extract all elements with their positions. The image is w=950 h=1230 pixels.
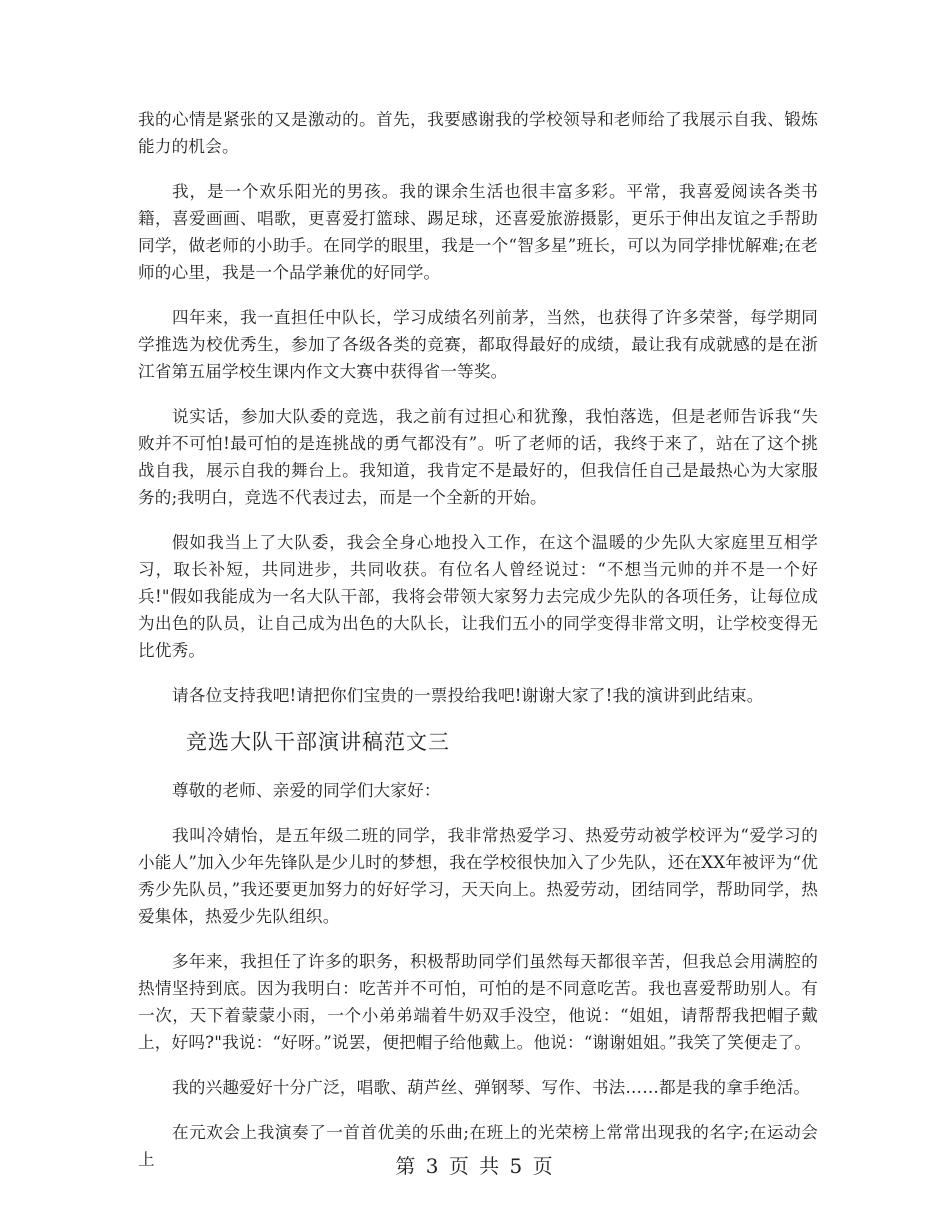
paragraph: 假如我当上了大队委，我会全身心地投入工作，在这个温暖的少先队大家庭里互相学习，取长补短，共同进步，共同收获。有位名人曾经说过：“不想当元帅的并不是一个好兵!"假如我能成为一名大队干部，我将会带领大家努力去完成少先队的各项任务，让每位成为出色的队员，让自己成为出色的大队长，让我们五小的同学变得非常文明，让学校变得无比优秀。 (138, 533, 818, 660)
paragraph: 我叫冷婧怡，是五年级二班的同学，我非常热爱学习、热爱劳动被学校评为“爱学习的小能人”加入少年先锋队是少儿时的梦想，我在学校很快加入了少先队，还在XX年被评为“优秀少先队员，”我还要更加努力的好好学习，天天向上。热爱劳动，团结同学，帮助同学，热爱集体，热爱少先队组织。 (138, 826, 818, 926)
paragraph: 我，是一个欢乐阳光的男孩。我的课余生活也很丰富多彩。平常，我喜爱阅读各类书籍，喜爱画画、唱歌，更喜爱打篮球、踢足球，还喜爱旅游摄影，更乐于伸出友谊之手帮助同学，做老师的小助手。在同学的眼里，我是一个“智多星”班长，可以为同学排忧解难;在老师的心里，我是一个品学兼优的好同学。 (138, 182, 818, 282)
page-number-footer: 第 3 页 共 5 页 (395, 1154, 555, 1178)
section-title: 竞选大队干部演讲稿范文三 (186, 730, 450, 754)
paragraph: 我的兴趣爱好十分广泛，唱歌、葫芦丝、弹钢琴、写作、书法……都是我的拿手绝活。 (172, 1078, 811, 1097)
paragraph: 多年来，我担任了许多的职务，积极帮助同学们虽然每天都很辛苦，但我总会用满腔的热情坚持到底。因为我明白：吃苦并不可怕，可怕的是不同意吃苦。我也喜爱帮助别人。有一次，天下着蒙蒙小雨，一个小弟弟端着牛奶双手没空，他说：“姐姐，请帮帮我把帽子戴上，好吗?"我说：“好呀。”说罢，便把帽子给他戴上。他说：“谢谢姐姐。”我笑了笑便走了。 (138, 952, 818, 1052)
paragraph: 请各位支持我吧!请把你们宝贵的一票投给我吧!谢谢大家了!我的演讲到此结束。 (172, 686, 764, 705)
document-body (138, 106, 818, 1191)
paragraph: 尊敬的老师、亲爱的同学们大家好： (172, 781, 441, 800)
paragraph: 四年来，我一直担任中队长，学习成绩名列前茅，当然，也获得了许多荣誉，每学期同学推选为校优秀生，参加了各级各类的竞赛，都取得最好的成绩，最让我有成就感的是在浙江省第五届学校生课内作文大赛中获得省一等奖。 (138, 308, 818, 381)
paragraph: 说实话，参加大队委的竞选，我之前有过担心和犹豫，我怕落选，但是老师告诉我“失败并不可怕!最可怕的是连挑战的勇气都没有”。听了老师的话，我终于来了，站在了这个挑战自我，展示自我的舞台上。我知道，我肯定不是最好的，但我信任自己是最热心为大家服务的;我明白，竞选不代表过去，而是一个全新的开始。 (138, 407, 818, 507)
paragraph: 我的心情是紧张的又是激动的。首先，我要感谢我的学校领导和老师给了我展示自我、锻炼能力的机会。 (138, 110, 818, 156)
paragraph: 在元欢会上我演奏了一首首优美的乐曲;在班上的光荣榜上常常出现我的名字;在运动会上 (138, 1123, 818, 1169)
